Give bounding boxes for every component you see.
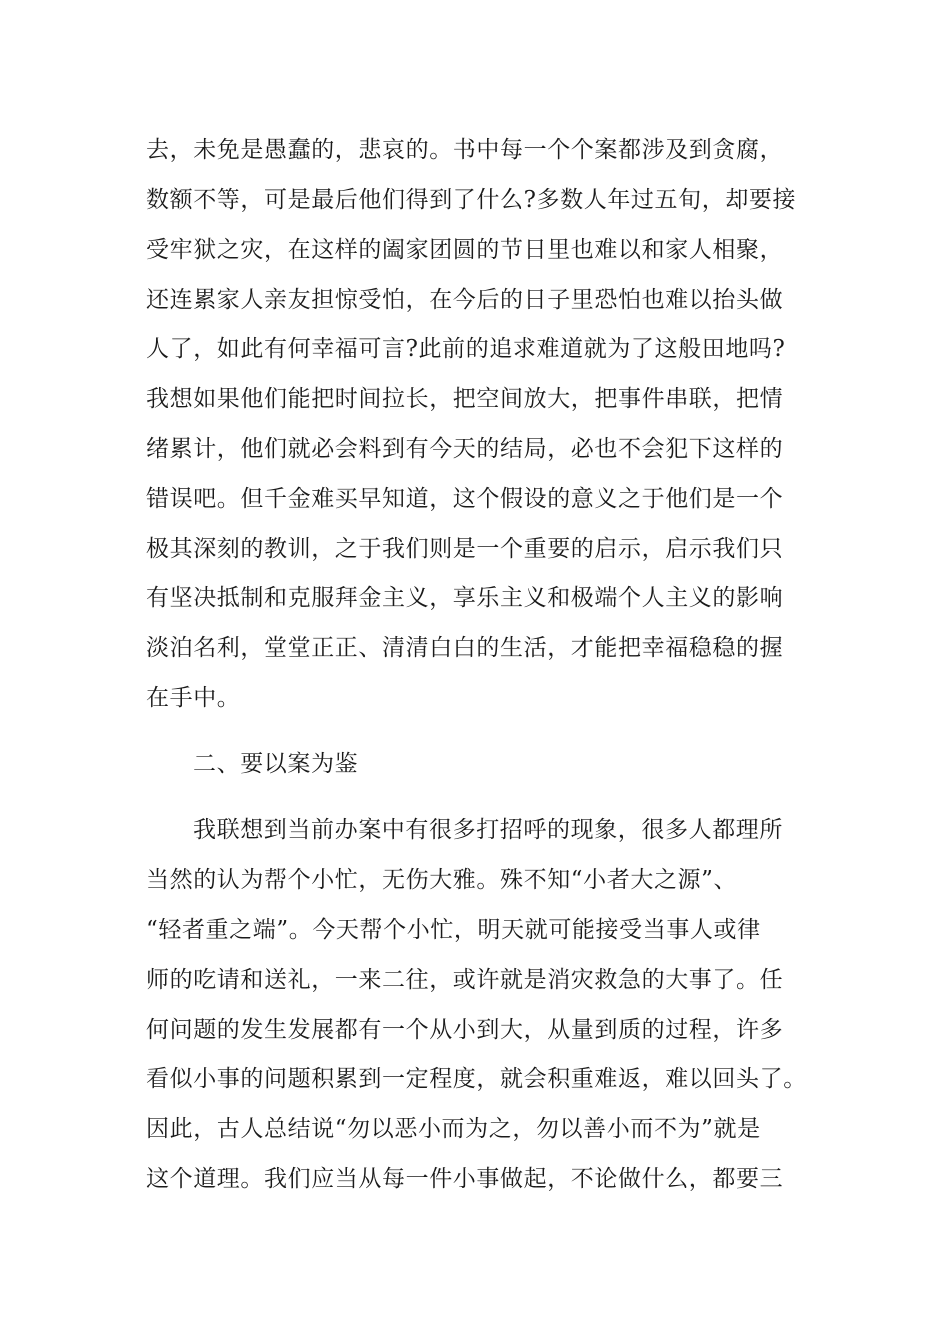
paragraph-1-line-8: 错误吧。但千金难买早知道，这个假设的意义之于他们是一个 [146,486,784,512]
paragraph-1-line-11: 淡泊名利，堂堂正正、清清白白的生活，才能把幸福稳稳的握 [146,635,784,661]
paragraph-2-line-7: 因此，古人总结说“勿以恶小而为之，勿以善小而不为”就是 [146,1116,761,1142]
paragraph-1-line-10: 有坚决抵制和克服拜金主义，享乐主义和极端个人主义的影响 [146,585,784,611]
paragraph-1-line-1: 去，未免是愚蠢的，悲哀的。书中每一个个案都涉及到贪腐， [146,137,784,163]
paragraph-2-line-3: “轻者重之端”。今天帮个小忙，明天就可能接受当事人或律 [146,917,761,943]
paragraph-1-line-7: 绪累计，他们就必会料到有今天的结局，必也不会犯下这样的 [146,436,784,462]
paragraph-1-line-6: 我想如果他们能把时间拉长，把空间放大，把事件串联，把情 [146,386,784,412]
paragraph-2-line-6: 看似小事的问题积累到一定程度，就会积重难返，难以回头了。 [146,1066,807,1092]
section-2-heading: 二、要以案为鉴 [193,751,359,777]
paragraph-2-line-2: 当然的认为帮个小忙，无伤大雅。殊不知“小者大之源”、 [146,867,738,893]
paragraph-2-line-4: 师的吃请和送礼，一来二往，或许就是消灾救急的大事了。任 [146,967,784,993]
paragraph-1-line-5: 人了，如此有何幸福可言?此前的追求难道就为了这般田地吗? [146,336,786,362]
paragraph-2-line-1: 我联想到当前办案中有很多打招呼的现象，很多人都理所 [193,817,783,843]
paragraph-1-line-9: 极其深刻的教训，之于我们则是一个重要的启示，启示我们只 [146,536,784,562]
paragraph-1-line-4: 还连累家人亲友担惊受怕，在今后的日子里恐怕也难以抬头做 [146,287,784,313]
paragraph-2-line-8: 这个道理。我们应当从每一件小事做起，不论做什么，都要三 [146,1166,784,1192]
paragraph-1-line-12: 在手中。 [146,685,241,711]
paragraph-1-line-2: 数额不等，可是最后他们得到了什么?多数人年过五旬，却要接 [146,187,797,213]
paragraph-1-line-3: 受牢狱之灾，在这样的阖家团圆的节日里也难以和家人相聚， [146,237,784,263]
paragraph-2-line-5: 何问题的发生发展都有一个从小到大，从量到质的过程，许多 [146,1017,784,1043]
